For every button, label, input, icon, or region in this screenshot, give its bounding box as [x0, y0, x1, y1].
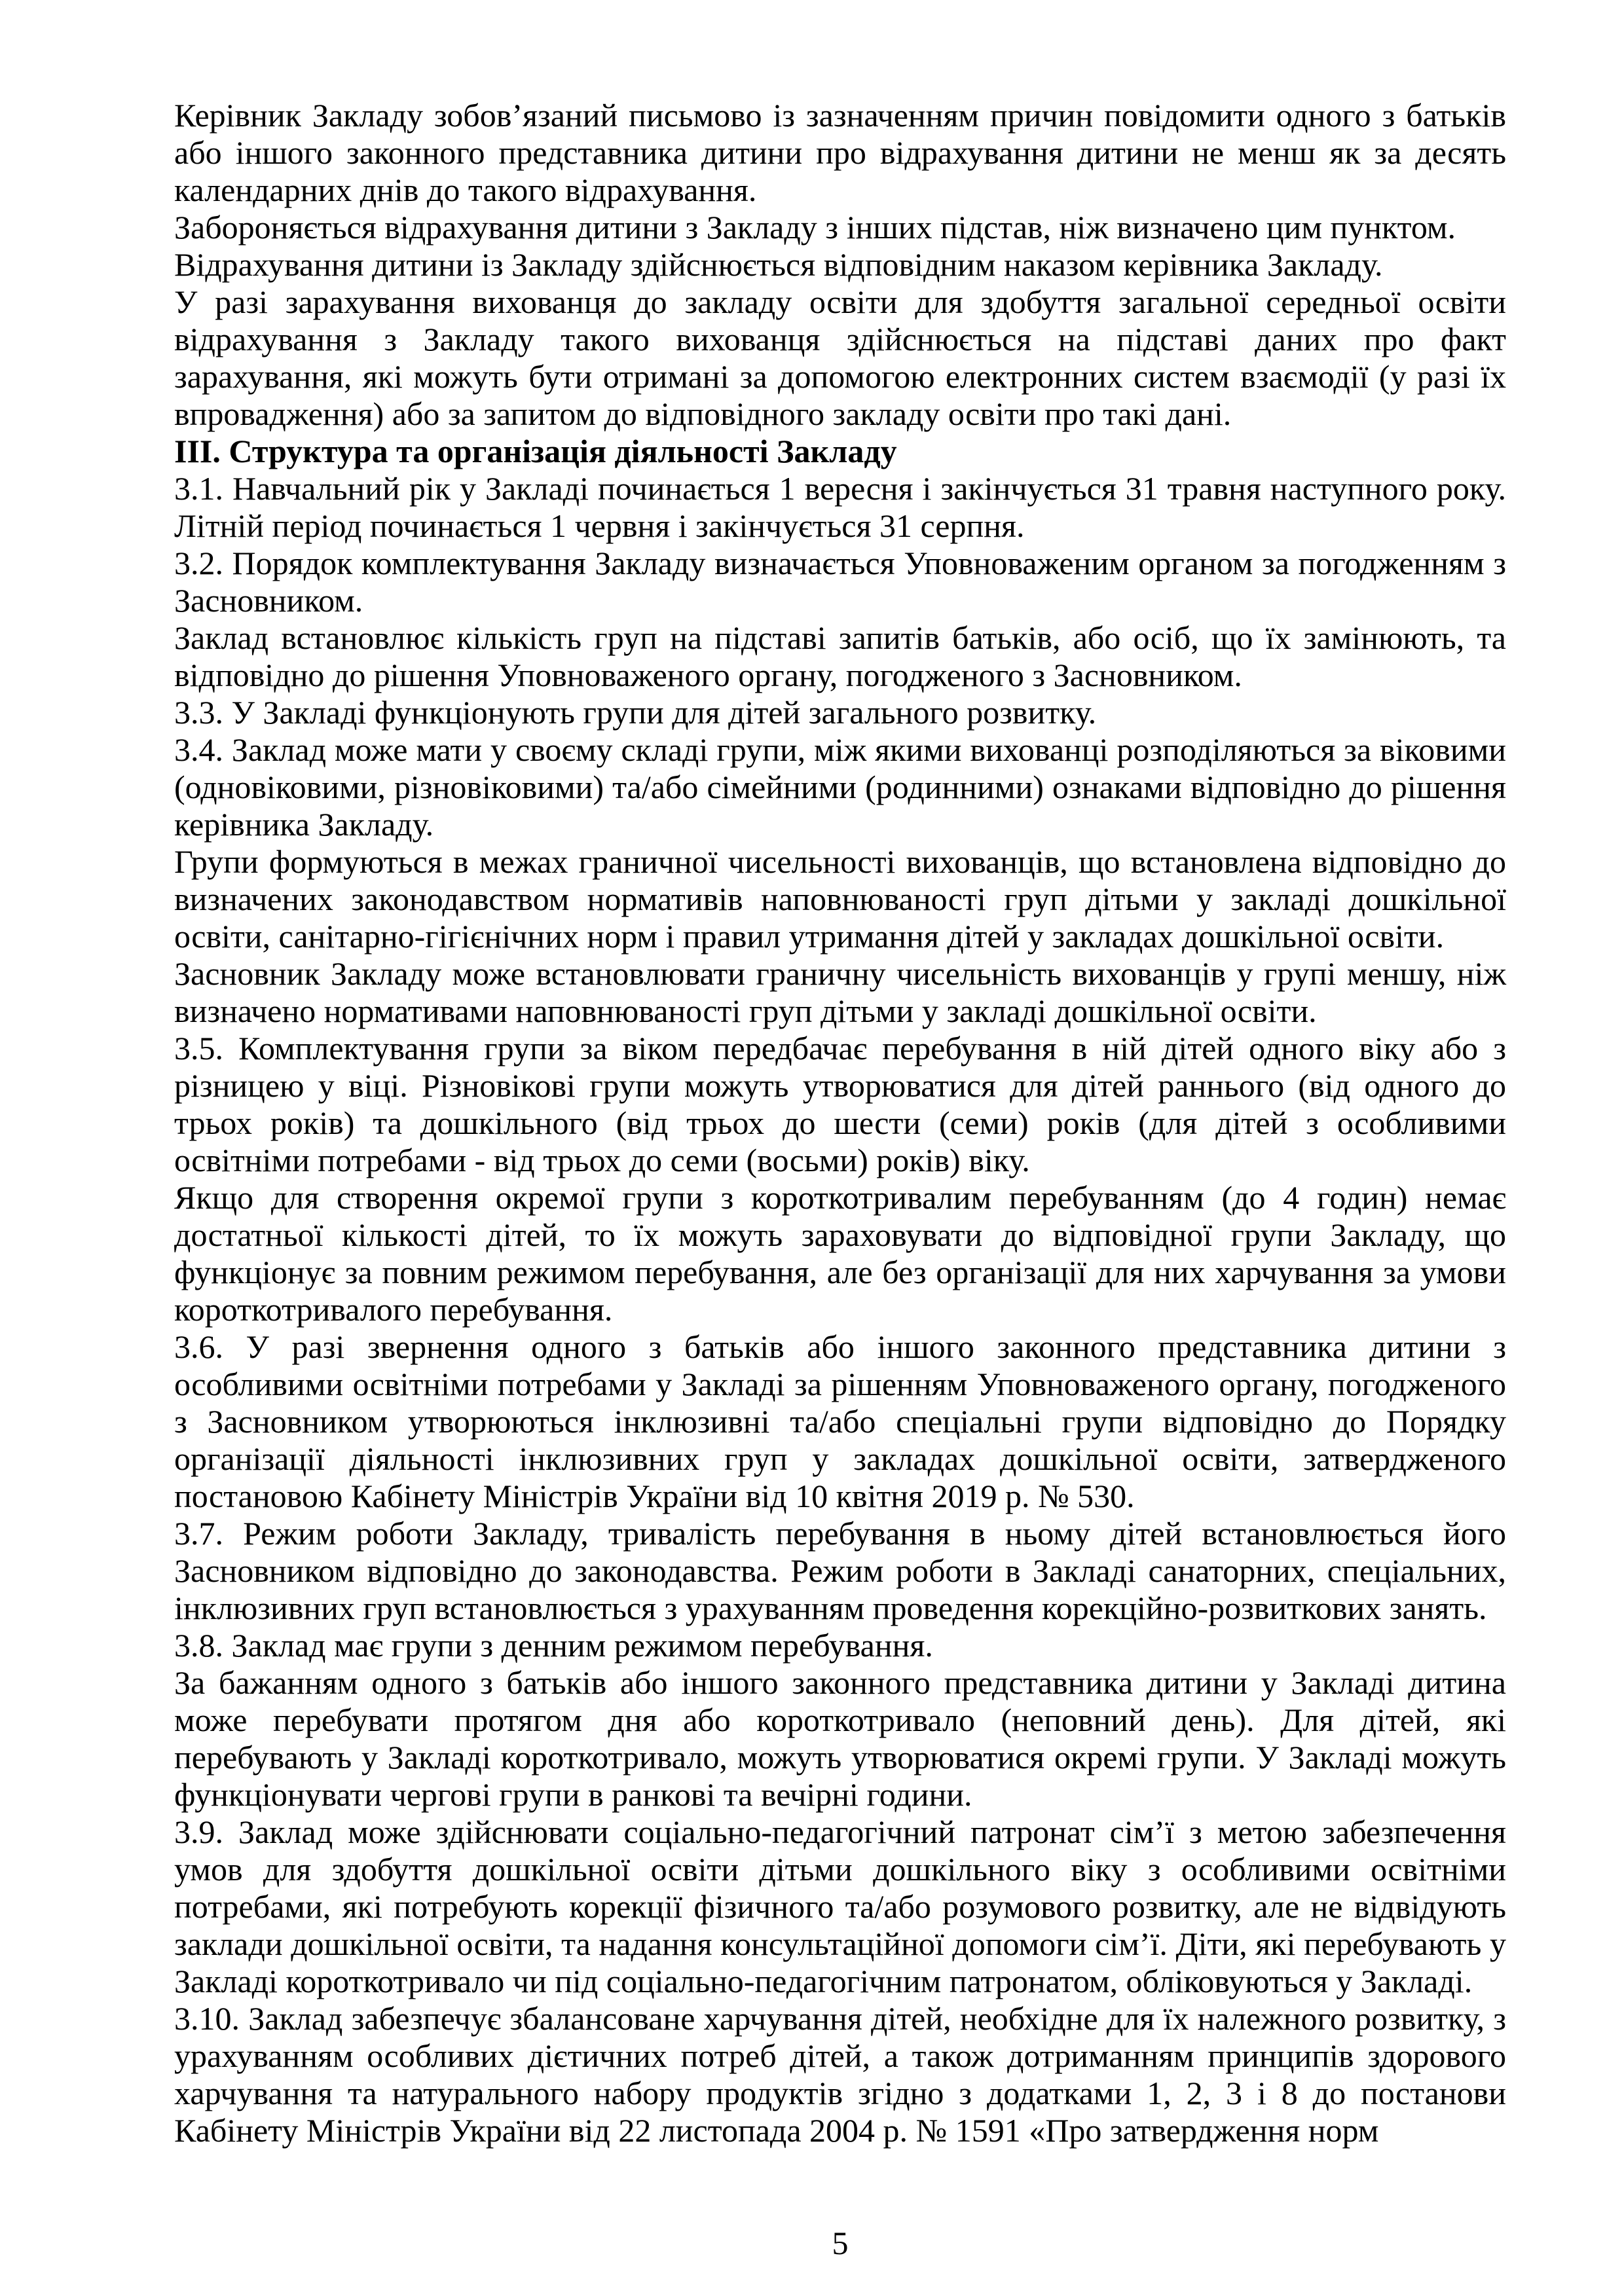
- paragraph: 3.9. Заклад може здійснювати соціально-педагогічний патронат сім’ї з метою забезпечення умов для здобуття дошкільної освіти дітьми дошкільного віку з особливими освітніми потребами, які потребують корекції фізичного та/або розумового розвитку, але не відвідують заклади дошкільної освіти, та надання консультаційної допомоги сім’ї. Діти, які перебувають у Закладі короткотривало чи під соціально-педагогічним патронатом, обліковуються у Закладі.: [174, 1813, 1506, 1999]
- paragraph: 3.6. У разі звернення одного з батьків або іншого законного представника дитини з особливими освітніми потребами у Закладі за рішенням Уповноваженого органу, погодженого з Засновником утворюються інклюзивні та/або спеціальні групи відповідно до Порядку організації діяльності інклюзивних груп у закладах дошкільної освіти, затвердженого постановою Кабінету Міністрів України від 10 квітня 2019 р. № 530.: [174, 1328, 1506, 1514]
- paragraph: Заклад встановлює кількість груп на підставі запитів батьків, або осіб, що їх замінюють, та відповідно до рішення Уповноваженого органу, погодженого з Засновником.: [174, 619, 1506, 693]
- paragraph: Якщо для створення окремої групи з короткотривалим перебуванням (до 4 годин) немає достатньої кількості дітей, то їх можуть зараховувати до відповідної групи Закладу, що функціонує за повним режимом перебування, але без організації для них харчування за умови короткотривалого перебування.: [174, 1179, 1506, 1328]
- paragraph: Керівник Закладу зобов’язаний письмово із зазначенням причин повідомити одного з батьків або іншого законного представника дитини про відрахування дитини не менш як за десять календарних днів до такого відрахування.: [174, 97, 1506, 208]
- paragraph: 3.10. Заклад забезпечує збалансоване харчування дітей, необхідне для їх належного розвитку, з урахуванням особливих дієтичних потреб дітей, а також дотриманням принципів здорового харчування та натурального набору продуктів згідно з додатками 1, 2, 3 і 8 до постанови Кабінету Міністрів України від 22 листопада 2004 р. № 1591 «Про затвердження норм: [174, 2000, 1506, 2149]
- paragraph: 3.3. У Закладі функціонують групи для дітей загального розвитку.: [174, 694, 1097, 731]
- document-body: [174, 97, 1506, 2149]
- paragraph: 3.5. Комплектування групи за віком передбачає перебування в ній дітей одного віку або з різницею у віці. Різновікові групи можуть утворюватися для дітей раннього (від одного до трьох років) та дошкільного (від трьох до шести (семи) років (для дітей з особливими освітніми потребами - від трьох до семи (восьми) років) віку.: [174, 1030, 1506, 1178]
- paragraph: Забороняється відрахування дитини з Закладу з інших підстав, ніж визначено цим пунктом.: [174, 209, 1456, 246]
- paragraph: 3.1. Навчальний рік у Закладі починається 1 вересня і закінчується 31 травня наступного року. Літній період починається 1 червня і закінчується 31 серпня.: [174, 470, 1506, 544]
- paragraph: Відрахування дитини із Закладу здійснюється відповідним наказом керівника Закладу.: [174, 246, 1383, 283]
- paragraph: 3.8. Заклад має групи з денним режимом перебування.: [174, 1627, 933, 1664]
- paragraph: За бажанням одного з батьків або іншого законного представника дитини у Закладі дитина може перебувати протягом дня або короткотривало (неповний день). Для дітей, які перебувають у Закладі короткотривало, можуть утворюватися окремі групи. У Закладі можуть функціонувати чергові групи в ранкові та вечірні години.: [174, 1664, 1506, 1813]
- paragraph: 3.7. Режим роботи Закладу, тривалість перебування в ньому дітей встановлюється його Засновником відповідно до законодавства. Режим роботи в Закладі санаторних, спеціальних, інклюзивних груп встановлюється з урахуванням проведення корекційно-розвиткових занять.: [174, 1515, 1506, 1626]
- paragraph: У разі зарахування вихованця до закладу освіти для здобуття загальної середньої освіти відрахування з Закладу такого вихованця здійснюється на підставі даних про факт зарахування, які можуть бути отримані за допомогою електронних систем взаємодії (у разі їх впровадження) або за запитом до відповідного закладу освіти про такі дані.: [174, 283, 1506, 432]
- paragraph: 3.4. Заклад може мати у своєму складі групи, між якими вихованці розподіляються за віковими (одновіковими, різновіковими) та/або сімейними (родинними) ознаками відповідно до рішення керівника Закладу.: [174, 731, 1506, 843]
- paragraph: 3.2. Порядок комплектування Закладу визначається Уповноваженим органом за погодженням з Засновником.: [174, 545, 1506, 619]
- section-heading: ІІІ. Структура та організація діяльності Закладу: [174, 433, 897, 469]
- paragraph: Засновник Закладу може встановлювати граничну чисельність вихованців у групі меншу, ніж визначено нормативами наповнюваності груп дітьми у закладі дошкільної освіти.: [174, 955, 1506, 1029]
- page-number: 5: [832, 2225, 849, 2261]
- paragraph: Групи формуються в межах граничної чисельності вихованців, що встановлена відповідно до визначених законодавством нормативів наповнюваності груп дітьми у закладі дошкільної освіти, санітарно-гігієнічних норм і правил утримання дітей у закладах дошкільної освіти.: [174, 843, 1506, 955]
